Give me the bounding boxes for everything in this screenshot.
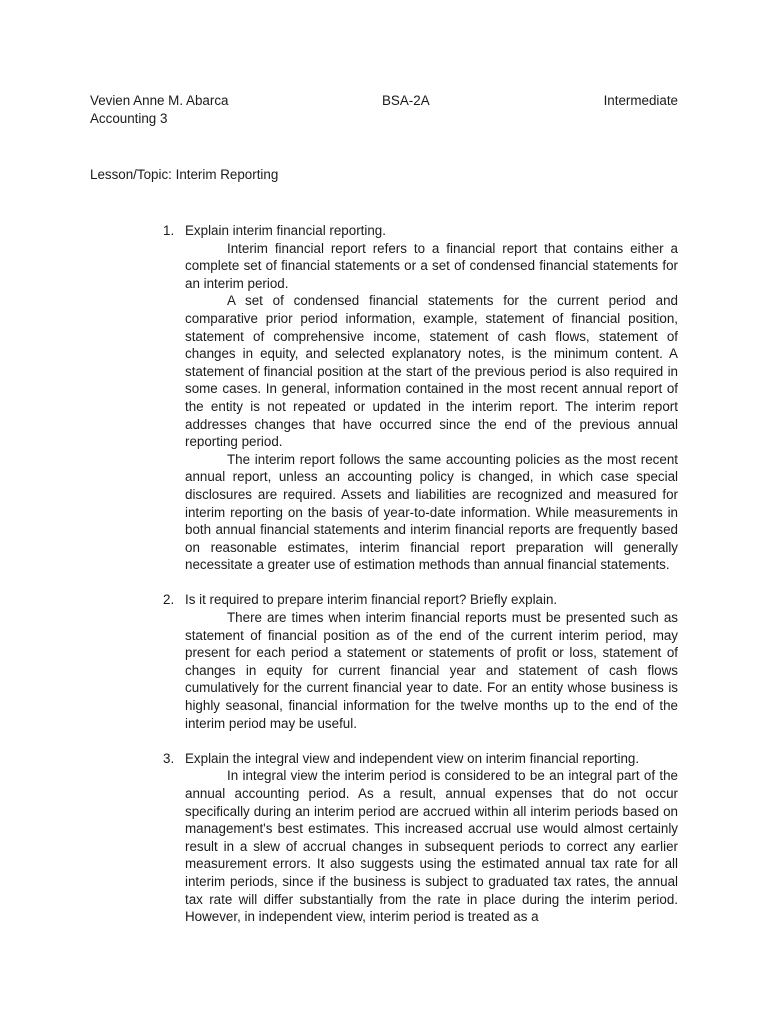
question-text: Explain interim financial reporting. (185, 223, 386, 238)
header (90, 92, 678, 110)
question-number: 3. (163, 750, 175, 766)
answer-paragraph: There are times when interim financial reports must be presented such as statement of financial position as of the end of the current interim period, may present for each period a statement or statements of profit or loss, statement of changes in equity for current financial year and statement of cash flows cumulatively for the current financial year to date. For an entity whose business is highly seasonal, financial information for the twelve months up to the end of the interim period may be useful. (185, 610, 678, 731)
question-item (163, 222, 678, 574)
answer-paragraph: In integral view the interim period is considered to be an integral part of the annual accounting period. As a result, annual expenses that do not occur specifically during an interim period are accrued within all interim periods based on management's best estimates. This increased accrual use would almost certainly result in a slew of accrual changes in subsequent periods to correct any earlier measurement errors. It also suggests using the estimated annual tax rate for all interim periods, since if the business is subject to graduated tax rates, the annual tax rate will differ substantially from the rate in place during the interim period. However, in independent view, interim period is treated as a (185, 768, 678, 925)
class-section: BSA-2A (382, 93, 430, 108)
answer-paragraph: The interim report follows the same accounting policies as the most recent annual report, unless an accounting policy is changed, in which case special disclosures are required. Assets and liabilities are recognized and measured for interim reporting on the basis of year-to-date information. While measurements in both annual financial statements and interim financial reports are frequently based on reasonable estimates, interim financial report preparation will generally necessitate a greater use of estimation methods than annual financial statements. (185, 451, 678, 573)
question-item (163, 591, 678, 732)
question-number: 2. (163, 592, 175, 608)
lesson-topic: Lesson/Topic: Interim Reporting (90, 167, 279, 182)
student-name: Vevien Anne M. Abarca (90, 93, 229, 108)
question-item (163, 750, 678, 926)
question-number: 1. (163, 223, 175, 238)
answer-paragraph: Interim financial report refers to a financial report that contains either a complete set of financial statements or a set of condensed financial statements for an interim period. (185, 240, 678, 291)
question-text: Is it required to prepare interim financial report? Briefly explain. (185, 592, 558, 608)
subject-title: Intermediate (603, 93, 678, 108)
subject-title-continued: Accounting 3 (90, 111, 168, 126)
answer-paragraph: A set of condensed financial statements for the current period and comparative prior period information, example, statement of financial position, statement of comprehensive income, statement of cash flows, statement of changes in equity, and selected explanatory notes, is the minimum content. A statement of financial position at the start of the previous period is also required in some cases. In general, information contained in the most recent annual report of the entity is not repeated or updated in the interim report. The interim report addresses changes that have occurred since the end of the previous annual reporting period. (185, 293, 678, 450)
question-text: Explain the integral view and independent view on interim financial reporting. (185, 750, 640, 766)
question-list (163, 222, 678, 943)
